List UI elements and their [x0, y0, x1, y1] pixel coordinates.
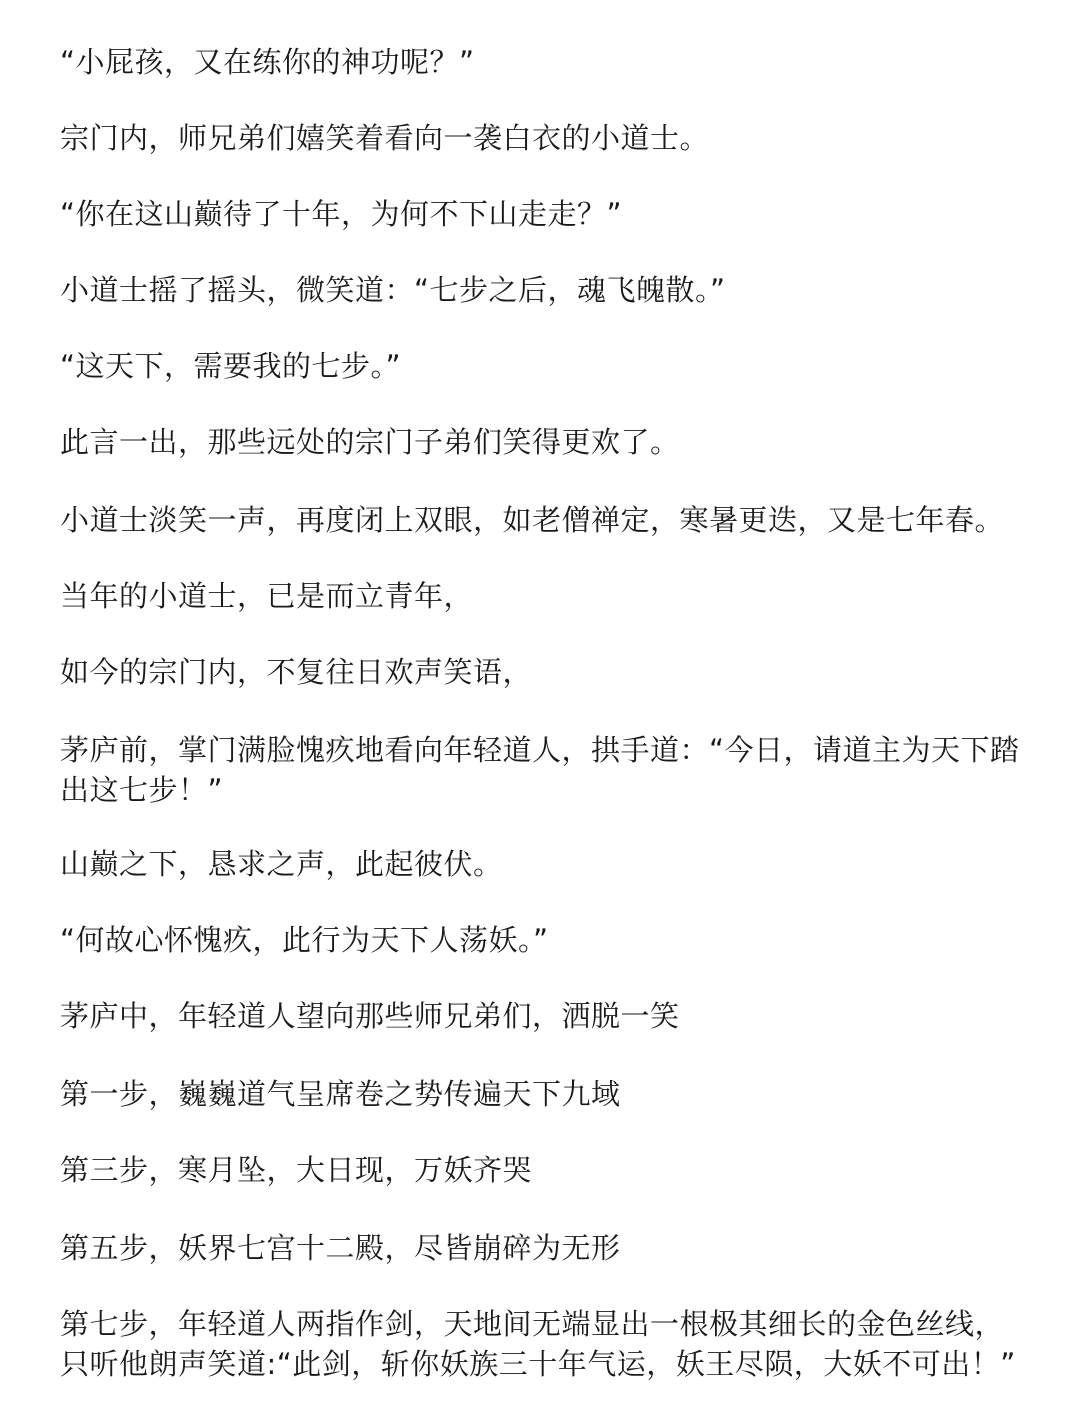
paragraph-13: 茅庐中，年轻道人望向那些师兄弟们，洒脱一笑	[60, 999, 680, 1033]
paragraph-4: 小道士摇了摇头，微笑道：“七步之后，魂飞魄散。”	[60, 273, 726, 307]
paragraph-16: 第五步，妖界七宫十二殿，尽皆崩碎为无形	[60, 1231, 621, 1265]
paragraph-2: 宗门内，师兄弟们嬉笑着看向一袭白衣的小道士。	[60, 121, 710, 155]
paragraph-17: 第七步，年轻道人两指作剑，天地间无端显出一根极其细长的金色丝线，只听他朗声笑道:“此剑，斩你妖族三十年气运，妖王尽陨，大妖不可出！”	[60, 1307, 1016, 1381]
paragraph-6: 此言一出，那些远处的宗门子弟们笑得更欢了。	[60, 425, 680, 459]
paragraph-15: 第三步，寒月坠，大日现，万妖齐哭	[60, 1153, 533, 1187]
paragraph-10: 茅庐前，掌门满脸愧疚地看向年轻道人，拱手道：“今日，请道主为天下踏出这七步！”	[60, 733, 1020, 807]
paragraph-1: “小屁孩，又在练你的神功呢？”	[60, 45, 475, 79]
paragraph-12: “何故心怀愧疚，此行为天下人荡妖。”	[60, 923, 549, 957]
paragraph-9: 如今的宗门内，不复往日欢声笑语，	[60, 655, 533, 689]
paragraph-7: 小道士淡笑一声，再度闭上双眼，如老僧禅定，寒暑更迭，又是七年春。	[60, 503, 1005, 537]
paragraph-3: “你在这山巅待了十年，为何不下山走走？”	[60, 197, 623, 231]
paragraph-11: 山巅之下，恳求之声，此起彼伏。	[60, 847, 503, 881]
paragraph-14: 第一步，巍巍道气呈席卷之势传遍天下九域	[60, 1077, 621, 1111]
paragraph-5: “这天下，需要我的七步。”	[60, 349, 402, 383]
paragraph-8: 当年的小道士，已是而立青年，	[60, 579, 474, 613]
